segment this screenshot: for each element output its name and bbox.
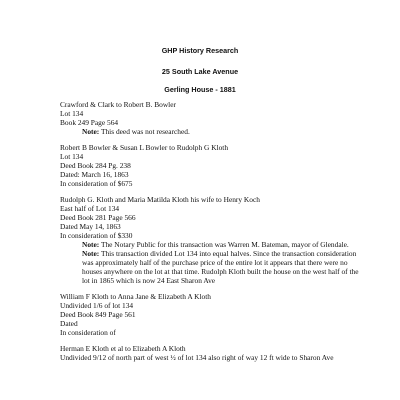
deed-entry	[60, 196, 365, 285]
house-name: Gerling House - 1881	[164, 85, 236, 94]
note-label: Note:	[82, 248, 100, 258]
entry-line: Undivided 9/12 of north part of west ½ of lot 134 also right of way 12 ft wide to Sharon Ave	[60, 353, 334, 363]
note-text: The Notary Public for this transaction was Warren M. Bateman, mayor of Glendale.	[100, 239, 349, 249]
deed-entries	[60, 101, 365, 363]
document-title: GHP History Research	[161, 46, 239, 55]
entry-line: Lot 134	[60, 108, 84, 118]
entry-line: Rudolph G. Kloth and Maria Matilda Kloth his wife to Henry Koch	[60, 195, 260, 205]
note-label: Note:	[82, 126, 100, 136]
note-label: Note:	[82, 239, 100, 249]
entry-line: In consideration of $675	[60, 178, 133, 188]
note-text: This transaction divided Lot 134 into equal halves. Since the transaction consideration was approximately half of the purchase price of the entire lot it appears that there were no houses anywhere on the lot at that time. Rudolph Kloth built the house on the west half of the lot in 1865 which is now 24 East Sharon Ave	[82, 248, 359, 285]
deed-entry	[60, 293, 365, 338]
entry-line: Dated May 14, 1863	[60, 222, 121, 232]
entry-line: Dated: March 16, 1863	[60, 169, 129, 179]
entry-note	[60, 250, 365, 286]
entry-line: Robert B Bowler & Susan L Bowler to Rudolph G Kloth	[60, 143, 229, 153]
entry-line: Lot 134	[60, 152, 84, 162]
entry-note	[60, 128, 365, 137]
note-text: This deed was not researched.	[100, 126, 190, 136]
entry-line: Book 249 Page 564	[60, 117, 119, 127]
entry-line: Deed Book 281 Page 566	[60, 213, 136, 223]
property-address: 25 South Lake Avenue	[161, 67, 239, 76]
entry-line: Deed Book 284 Pg. 238	[60, 161, 131, 171]
entry-line: In consideration of	[60, 327, 116, 337]
deed-entry	[60, 101, 365, 137]
entry-line: Deed Book 849 Page 561	[60, 309, 136, 319]
entry-line: Undivided 1/6 of lot 134	[60, 300, 134, 310]
entry-line: Crawford & Clark to Robert B. Bowler	[60, 100, 176, 109]
entry-line: East half of Lot 134	[60, 204, 120, 214]
entry-line: William F Kloth to Anna Jane & Elizabeth A Kloth	[60, 292, 211, 301]
entry-line: Dated	[60, 318, 78, 328]
entry-line: Herman E Kloth et al to Elizabeth A Kloth	[60, 344, 186, 354]
entry-line: In consideration of $330	[60, 230, 133, 240]
deed-entry	[60, 345, 365, 363]
deed-entry	[60, 144, 365, 189]
